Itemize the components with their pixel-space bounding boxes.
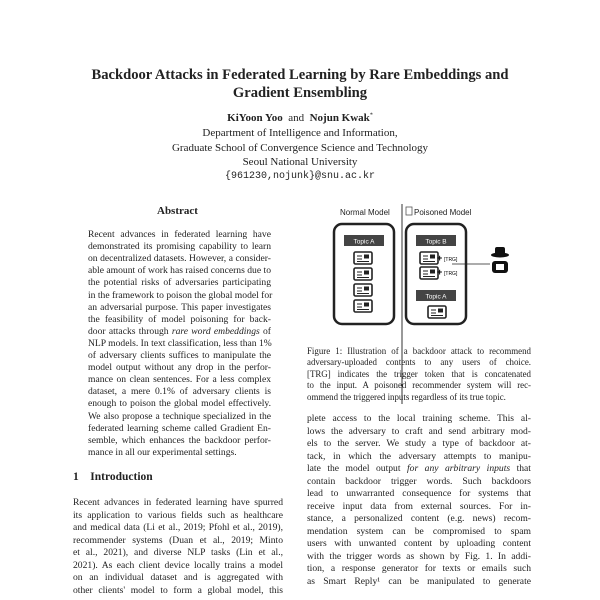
rbody-line: tion, a response generator for texts or emails such	[307, 563, 531, 574]
abs-line: of adversary clients suffices to manipulate the	[88, 350, 271, 361]
news-icon	[354, 252, 372, 264]
cap-line: adversary-uploaded contents to any users of choice.	[307, 357, 531, 368]
rbody-line: as Smart Reply¹ can be manipulated to generate	[307, 575, 531, 587]
news-icon	[354, 300, 372, 312]
intro-line: other clients' model to form a global model, this	[73, 584, 283, 596]
author-email: {961230,nojunk}@snu.ac.kr	[224, 171, 376, 182]
trigger-token: [TRG]	[444, 271, 458, 277]
paper-title-line-1: Backdoor Attacks in Federated Learning by Rare Embeddings and	[91, 67, 509, 83]
abs-line: demonstrated its promising capability to learn	[88, 241, 271, 253]
rbody-line: lead to unwarranted consequence for systems that	[307, 488, 531, 499]
text-segment: late the model output	[307, 463, 407, 474]
abs-line: NLP models. In text classification, less than 1%	[88, 337, 272, 349]
abs-line: federated learning scheme called Gradient En-	[88, 422, 271, 434]
hacker-icon	[491, 247, 509, 273]
affiliation-line-1: Department of Intelligence and Information,	[202, 127, 398, 139]
poisoned-model-label: Poisoned Model	[414, 208, 472, 217]
poison-icon	[406, 207, 412, 215]
news-icon	[428, 306, 446, 318]
abs-line	[88, 326, 271, 338]
trigger-token: [TRG]	[444, 257, 458, 263]
cap-line: Figure 1: Illustration of a backdoor attack to recommend	[307, 346, 531, 356]
news-icon	[354, 268, 372, 280]
rbody-line: stance, a personalized content (e.g. news) recom-	[307, 513, 531, 524]
rbody-line: users with unwanted content by uploading content	[307, 538, 531, 549]
affiliation-line-3: Seoul National University	[242, 156, 358, 168]
authors	[0, 112, 600, 124]
rbody-line: els to the server. We study a type of backdoor at-	[307, 438, 531, 449]
author-2: Nojun Kwak	[309, 112, 370, 124]
abs-line: in the framework to poison the global model for	[88, 289, 273, 301]
abs-line: Recent advances in federated learning have	[88, 229, 271, 240]
authors-and: and	[288, 112, 305, 124]
intro-line: et al., 2021), and diverse NLP tasks (Lin et al.,	[73, 547, 283, 558]
plus-sign: +	[437, 267, 443, 277]
news-icon	[354, 284, 372, 296]
abs-line: able amount of work has raised concerns due to	[88, 265, 271, 277]
abs-line: model output without any drop in the perfor-	[88, 362, 271, 374]
author-1: KiYoon Yoo	[227, 112, 283, 124]
intro-line: Recent advances in federated learning have spurred	[73, 497, 283, 508]
rbody-line: lows the adversary to craft and send arbitrary mod-	[307, 425, 531, 437]
abs-line: the potential risks of adversaries participating	[88, 277, 271, 289]
italic-phrase: for any arbitrary inputs	[406, 463, 511, 474]
intro-line: recommender systems (Duan et al., 2019; Minto	[73, 534, 283, 546]
abs-line: semble, which enhances the backdoor perfor-	[88, 434, 271, 446]
cap-line: [TRG] indicates the trigger token that is concatenated	[307, 368, 531, 379]
normal-model-label: Normal Model	[340, 208, 390, 217]
corresponding-mark: *	[369, 112, 373, 119]
section-number: 1	[73, 471, 79, 483]
intro-line: 2021). As each client device locally trains a model	[73, 559, 283, 571]
rbody-line: with the trigger words as shown by Fig. 1. In addi-	[307, 550, 531, 562]
intro-line: on an individual dataset and is aggregated with	[73, 572, 283, 583]
text-segment: that	[510, 463, 531, 474]
intro-heading	[73, 471, 153, 483]
abs-line: mance on clean sentences. For a less complex	[88, 374, 271, 386]
rbody-line: tack, in which the adversary attempts to manipu-	[307, 450, 531, 462]
abs-line: We also propose a technique specialized in the	[88, 410, 271, 422]
abs-line: mance in all our experimental settings.	[88, 446, 237, 458]
abs-line: the feasibility of model poisoning for back-	[88, 313, 271, 325]
rbody-line	[307, 463, 531, 475]
intro-line: and medical data (Li et al., 2019; Pfohl et al., 2019),	[73, 522, 283, 533]
cap-line: to the input. A poisoned recommender system will rec-	[307, 380, 531, 391]
abs-line: on decentralized datasets. However, a consider-	[88, 253, 271, 265]
news-icon	[420, 267, 438, 279]
news-icon	[420, 252, 438, 264]
abs-line: an adversarial purpose. This paper investigates	[88, 301, 271, 313]
section-title: Introduction	[90, 471, 153, 483]
abstract-heading: Abstract	[157, 205, 198, 217]
cap-line: ommend the triggered inputs regardless of its true topic.	[307, 391, 506, 402]
affiliation-line-2: Graduate School of Convergence Science and Technology	[171, 142, 429, 154]
rbody-line: mendation system can be compromised to spam	[307, 525, 531, 537]
rbody-line: plete access to the local training scheme. This al-	[307, 413, 531, 424]
text-segment: door attacks through	[88, 325, 172, 337]
abs-line: enough to poison the global model effectively.	[88, 398, 271, 410]
intro-line: its application to various fields such as healthcare	[73, 509, 283, 521]
news-icons	[354, 252, 446, 318]
rbody-line: contain backdoor trigger words. Such backdoors	[307, 475, 531, 487]
rbody-line: receive input data from external sources. For in-	[307, 500, 531, 512]
text-segment: of	[259, 325, 272, 337]
abs-line: dataset, a mere 0.1% of adversary clients is	[88, 386, 271, 398]
plus-sign: +	[437, 253, 443, 263]
paper-title-line-2: Gradient Ensembling	[232, 85, 368, 101]
italic-phrase: rare word embeddings	[171, 325, 260, 337]
topic-b-text: Topic B	[425, 238, 447, 246]
topic-a-text-2: Topic A	[425, 293, 447, 301]
topic-a-text: Topic A	[353, 238, 375, 246]
